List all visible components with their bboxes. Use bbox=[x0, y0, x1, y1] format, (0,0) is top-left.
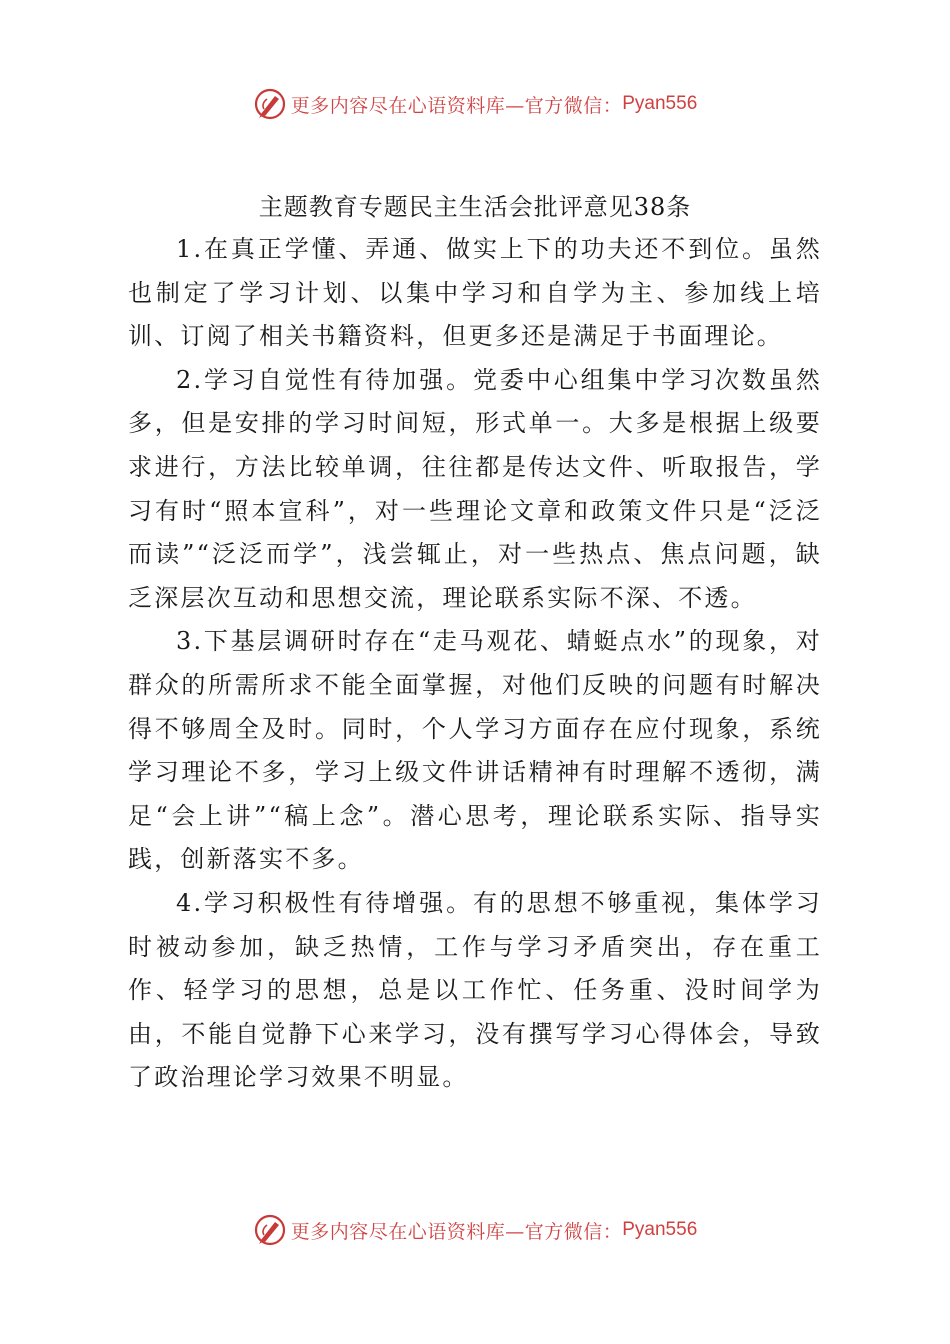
paragraph-3: 3.下基层调研时存在“走马观花、蜻蜓点水”的现象，对群众的所需所求不能全面掌握，对他们反映的问题有时解决得不够周全及时。同时，个人学习方面存在应付现象，系统学习理论不多，学习上级文件讲话精神有时理解不透彻，满足“会上讲”“稿上念”。潜心思考，理论联系实际、指导实践，创新落实不多。 bbox=[128, 627, 822, 874]
paragraph-4: 4.学习积极性有待增强。有的思想不够重视，集体学习时被动参加，缺乏热情，工作与学习矛盾突出，存在重工作、轻学习的思想，总是以工作忙、任务重、没时间学为由，不能自觉静下心来学习，没有撰写学习心得体会，导致了政治理论学习效果不明显。 bbox=[128, 888, 822, 1092]
pen-nib-logo-icon bbox=[253, 1213, 287, 1247]
document-title: 主题教育专题民主生活会批评意见38条 bbox=[258, 193, 692, 221]
paragraph-2: 2.学习自觉性有待加强。党委中心组集中学习次数虽然多，但是安排的学习时间短，形式单一。大多是根据上级要求进行，方法比较单调，往往都是传达文件、听取报告，学习有时“照本宣科”，对一些理论文章和政策文件只是“泛泛而读”“泛泛而学”，浅尝辄止，对一些热点、焦点问题，缺乏深层次互动和思想交流，理论联系实际不深、不透。 bbox=[128, 365, 822, 612]
banner-wechat-id: Pyan556 bbox=[622, 93, 698, 114]
banner-wechat-id: Pyan556 bbox=[622, 1219, 698, 1240]
header-banner bbox=[0, 84, 950, 124]
footer-banner bbox=[0, 1210, 950, 1250]
banner-text: 更多内容尽在心语资料库—官方微信： bbox=[290, 94, 623, 117]
banner-text: 更多内容尽在心语资料库—官方微信： bbox=[290, 1220, 623, 1243]
pen-nib-logo-icon bbox=[253, 87, 287, 121]
document-body bbox=[128, 186, 822, 1100]
paragraph-1: 1.在真正学懂、弄通、做实上下的功夫还不到位。虽然也制定了学习计划、以集中学习和自学为主、参加线上培训、订阅了相关书籍资料，但更多还是满足于书面理论。 bbox=[128, 235, 822, 351]
